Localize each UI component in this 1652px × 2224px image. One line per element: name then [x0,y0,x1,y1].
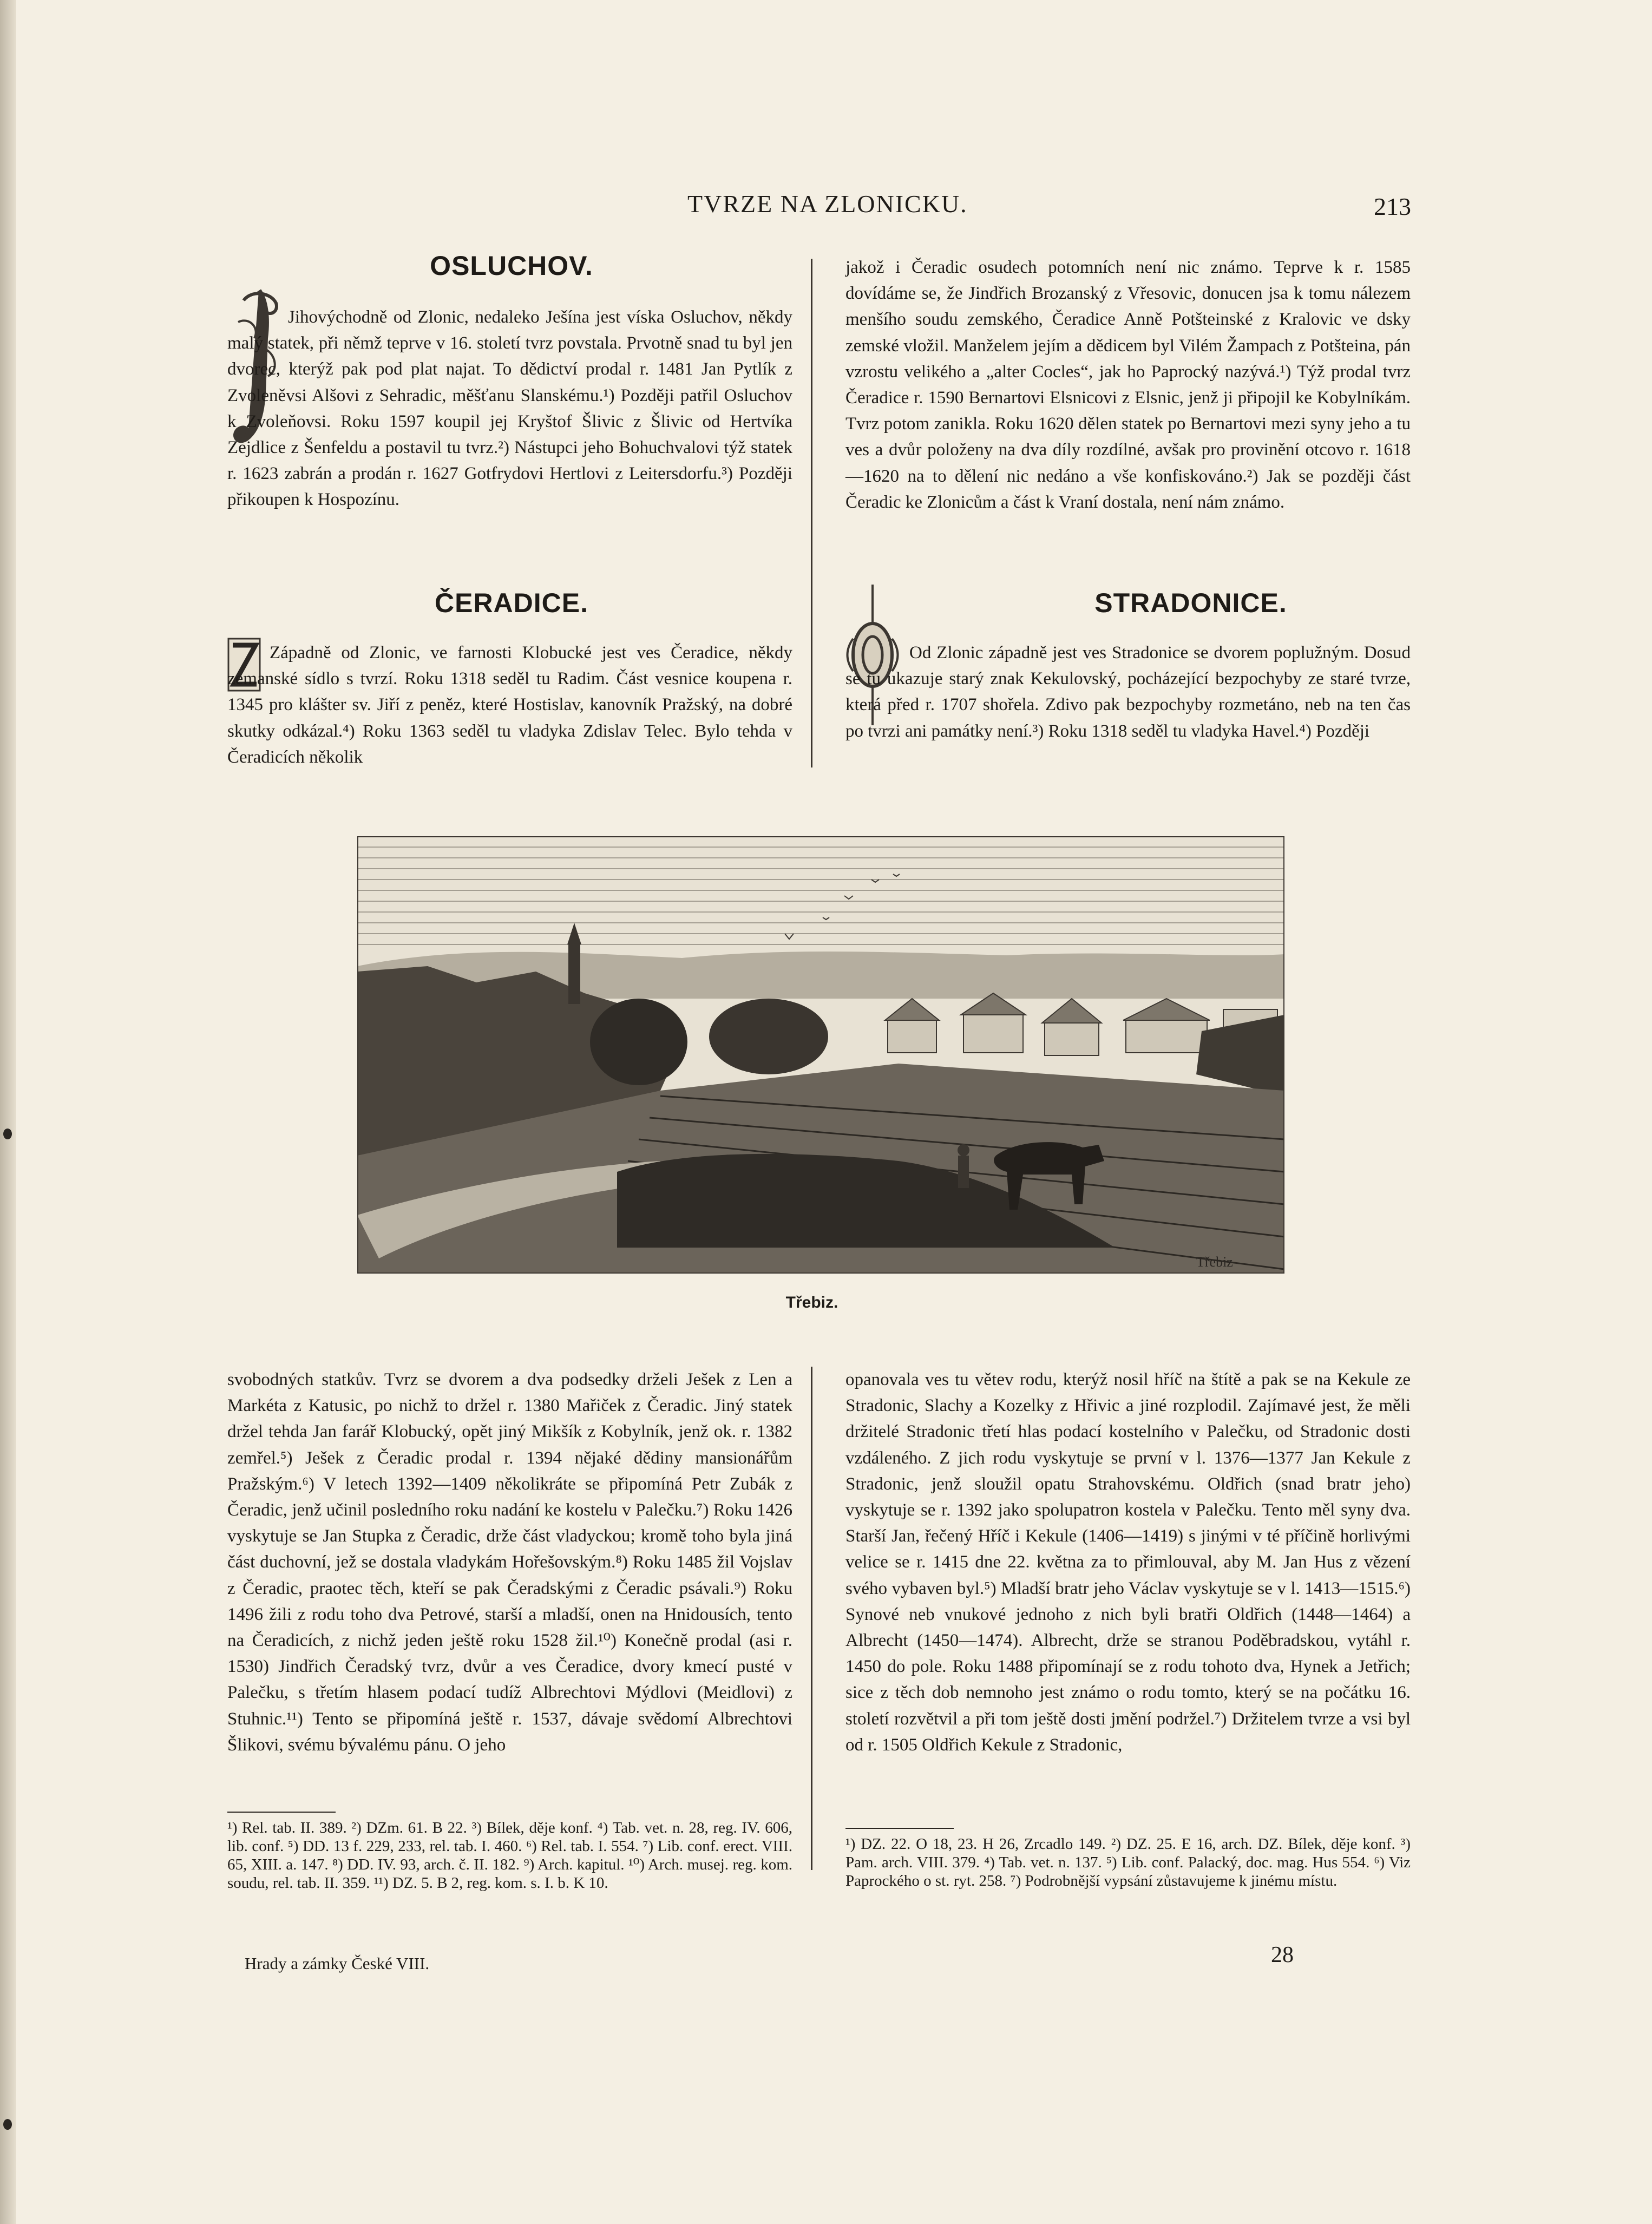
ink-spot [3,1129,12,1139]
left-bottom-paragraph: svobodných statkův. Tvrz se dvorem a dva podsedky drželi Ješek z Len a Markéta z Katusic, po nichž to držel r. 1380 Mařiček z Čeradic. Jiný statek držel tehda Jan farář Klobucký, opět jiný Mikšík z Kobylník, jenž ok. r. 1382 zemřel.⁵) Ješek z Čeradic prodal r. 1394 nějaké dědiny mansionářům Pražským.⁶) V letech 1392—1409 několikráte se připomíná Petr Zubák z Čeradic, jenž učinil posledního roku nadání ke kostelu v Palečku.⁷) Roku 1426 vyskytuje se Jan Stupka z Čeradic, drže část vladyckou; kromě toho byla jiná část duchovní, jež se dostala vladykám Hořešovským.⁸) Roku 1485 žil Vojslav z Čeradic, praotec těch, kteří se pak Čeradskými z Čeradic psávali.⁹) Roku 1496 žili z rodu toho dva Petrové, starší a mladší, onen na Hnidousích, tento na Čeradicích, z nichž jeden ještě roku 1528 žil.¹⁰) Konečně prodal (asi r. 1530) Jindřich Čeradský tvrz, dvůr a ves Čeradice, dvory kmecí pusté v Palečku, s třetím hlasem podací tudíž Albrechtovi Mýdlovi (Meidlovi) z Stuhnic.¹¹) Tento se připomíná ještě r. 1537, dávaje svědomí Albrechtovi Šlikovi, svému bývalému pánu. O jeho [227,1370,792,1755]
engraving-trebiz-village [357,836,1284,1274]
section-heading-ceradice: ČERADICE. [434,588,589,618]
ink-spot [3,2119,12,2130]
stradonice-paragraph: Od Zlonic západně jest ves Stradonice se dvorem poplužným. Dosud se tu ukazuje starý znak Kekulovský, pocházející bezpochyby ze staré tvrze, která před r. 1707 shořela. Zdivo pak bezpochyby rozmetáno, neb na ten čas po tvrzi ani památky není.³) Roku 1318 seděl tu vladyka Havel.⁴) Později [845,643,1411,741]
footnote-rule-left [227,1812,336,1813]
running-title: TVRZE NA ZLONICKU. [687,190,968,218]
signature-mark: 28 [1271,1943,1294,1967]
footnotes-right: ¹) DZ. 22. O 18, 23. H 26, Zrcadlo 149. ²) DZ. 25. E 16, arch. DZ. Bílek, děje konf. ³) Pam. arch. VIII. 379. ⁴) Tab. vet. n. 137. ⁵) Lib. conf. Palacký, doc. mag. Hus 554. ⁶) Viz Paprockého o st. ryt. 258. ⁷) Podrobnější vypsání zůstavujeme k jinému místu. [845,1835,1411,1890]
right-bottom-paragraph: opanovala ves tu větev rodu, kterýž nosil hříč na štítě a pak se na Kekule ze Stradonic, Slachy a Kozelky z Hřivic a jiné rozplodil. Zajímavé jest, že měli držitelé Stradonic třetí hlas podací kostelního v Palečku, od Stradonic dosti vzdáleného. Z jich rodu vyskytuje se první v l. 1376—1377 Jan Kekule z Stradonic, jenž sloužil opatu Strahovskému. Oldřich (snad bratr jeho) vyskytuje se r. 1392 jako spolupatron kostela v Palečku. Tento měl syny dva. Starší Jan, řečený Hříč i Kekule (1406—1419) s jinými v té příčině horlivými velice se r. 1415 dne 22. května za to přimlouval, aby M. Jan Hus z vězení svého vybaven byl.⁵) Mladší bratr jeho Václav vyskytuje se v l. 1413—1515.⁶) Synové neb vnukové jednoho z nich byli bratři Oldřich (1448—1464) a Albrecht (1450—1474). Albrecht, drže se stranou Poděbradskou, vytáhl r. 1450 do pole. Roku 1488 připomínají se z rodu tohoto dva, Hynek a Jetřich; sice z těch dob nemnoho jest známo o rodu tomto, který se na počátku 16. století rozvětvil a při tom ještě dosti jmění podržel.⁷) Držitelem tvrze a vsi byl od r. 1505 Oldřich Kekule z Stradonic, [845,1370,1411,1755]
footnotes-left: ¹) Rel. tab. II. 389. ²) DZm. 61. B 22. ³) Bílek, děje konf. ⁴) Tab. vet. n. 28, reg. IV. 606, lib. conf. ⁵) DD. 13 f. 229, 233, rel. tab. I. 460. ⁶) Rel. tab. I. 554. ⁷) Lib. conf. erect. VIII. 65, XIII. a. 147. ⁸) DD. IV. 93, arch. č. II. 182. ⁹) Arch. kapitul. ¹⁰) Arch. musej. reg. kom. soudu, rel. tab. II. 359. ¹¹) DZ. 5. B 2, reg. kom. s. I. b. K 10. [227,1819,792,1892]
column-rule-bottom [811,1367,812,1870]
page-binding-gutter [0,0,16,2224]
illustration-caption: Třebiz. [785,1294,838,1311]
book-signature-line: Hrady a zámky České VIII. [245,1954,430,1973]
page-number: 213 [1374,193,1411,220]
section-heading-osluchov: OSLUCHOV. [430,251,593,281]
footnote-rule-right [845,1828,954,1829]
section-heading-stradonice: STRADONICE. [1094,588,1287,618]
column-rule-top [811,259,812,767]
osluchov-paragraph: Jihovýchodně od Zlonic, nedaleko Ješína jest víska Osluchov, někdy malý statek, při němž teprve v 16. století tvrz povstala. Prvotně snad tu byl jen dvorec, kterýž pak pod plat najat. To dědictví prodal r. 1481 Jan Pytlík z Zvoleněvsi Alšovi z Sehradic, měšťanu Slanskému.¹) Později patřil Osluchov k Zvoleňovsi. Roku 1597 koupil jej Kryštof Šlivic z Šlivic od Hertvíka Zejdlice z Šenfeldu a postavil tu tvrz.²) Nástupci jeho Bohuchvalovi týž statek r. 1623 zabrán a prodán r. 1627 Gotfrydovi Hertlovi z Leitersdorfu.³) Později přikoupen k Hospozínu. [227,307,792,510]
ceradice-paragraph: Západně od Zlonic, ve farnosti Klobucké jest ves Čeradice, někdy zemanské sídlo s tvrzí. Roku 1318 seděl tu Radim. Část vesnice koupena r. 1345 pro klášter sv. Jiří z peněz, které Hostislav, kanovník Pražský, na dobré skutky odkázal.⁴) Roku 1363 seděl tu vladyka Zdislav Telec. Bylo tehda v Čeradicích několik [227,643,792,767]
ceradice-continued-paragraph: jakož i Čeradic osudech potomních není nic známo. Teprve k r. 1585 dovídáme se, že Jindřich Brozanský z Vřesovic, donucen jsa k tomu nálezem menšího soudu zemského, Čeradice Anně Potšteinské z Kralovic ve dsky zemské vložil. Manželem jejím a dědicem byl Vilém Žampach z Potšteina, pán vzrostu velikého a „alter Cocles“, jak ho Paprocký nazývá.¹) Týž prodal tvrz Čeradice r. 1590 Bernartovi Elsnicovi z Elsnic, jenž ji připojil ke Kobylníkám. Tvrz potom zanikla. Roku 1620 dělen statek po Bernartovi mezi syny jeho a tu ves a dvůr položeny na dva díly rozdílné, avšak pro provinění otcovo r. 1618—1620 na to dělení nic nedáno a vše konfiskováno.²) Jak se později část Čeradic ke Zlonicům a část k Vraní dostala, není nám známo. [845,258,1411,512]
engraving-signature: Třebiz [1196,1254,1233,1270]
